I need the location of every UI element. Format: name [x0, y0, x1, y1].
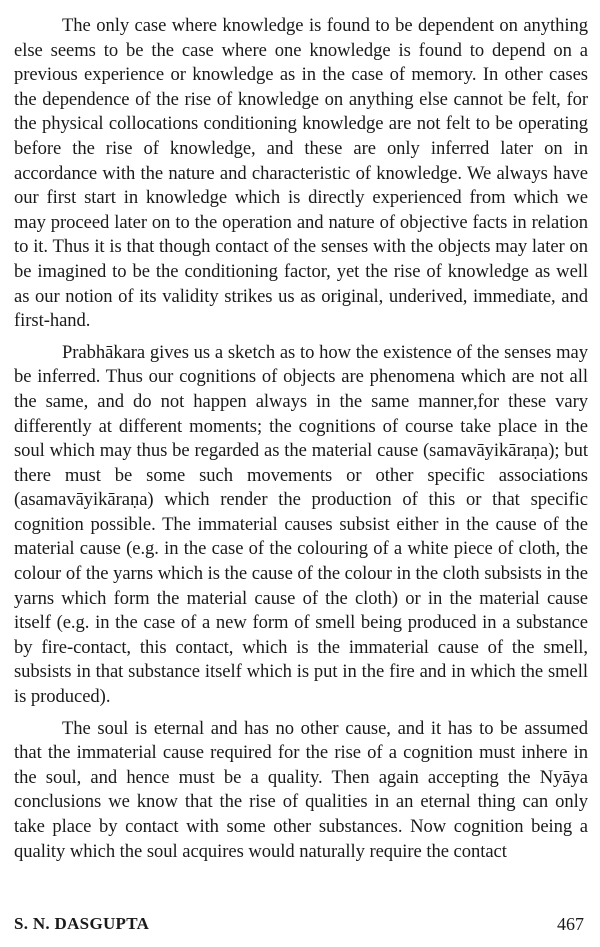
paragraph-knowledge-dependence: The only case where knowledge is found to be dependent on anything else seems to be the case where one knowledge is found to depend on a previous experience or knowledge as in the case of memory. In other cases the dependence of the rise of knowledge on anything else cannot be felt, for the physical collocations conditioning knowledge are not felt to be operating before the rise of knowledge, and these are only inferred later on in accordance with the nature and characteristic of knowledge. We always have our first start in knowledge which is directly experienced from which we may proceed later on to the operation and nature of objective facts in relation to it. Thus it is that though contact of the senses with the objects may later on be imagined to be the conditioning factor, yet the rise of knowledge as well as our notion of its validity strikes us as original, underived, immediate, and first-hand. [14, 15, 588, 332]
footer-author: S. N. DASGUPTA [14, 914, 150, 933]
page-number: 467 [557, 913, 584, 934]
paragraph-prabhakara-senses: Prabhākara gives us a sketch as to how the existence of the senses may be inferred. Thus our cognitions of objects are phenomena which are not all the same, and do not happen always in the same manner,for these vary differently at different moments; the cognitions of course take place in the soul which may thus be regarded as the material cause (samavāyikāraṇa); but there must be some such movements or other specific associations (asamavāyikāraṇa) which render the production of this or that specific cognition possible. The immaterial causes subsist either in the cause of the material cause (e.g. in the case of the colouring of a white piece of cloth, the colour of the yarns which is the cause of the colour in the cloth subsists in the yarns which form the material cause of the cloth) or in the material cause itself (e.g. in the case of a new form of smell being produced in a substance by fire-contact, this contact, which is the immaterial cause of the smell, subsists in that substance itself which is put in the fire and in which the smell is produced). [14, 341, 588, 708]
paragraph-soul-eternal: The soul is eternal and has no other cause, and it has to be assumed that the immaterial cause required for the rise of a cognition must inhere in the soul, and hence must be a quality. Then again accepting the Nyāya conclusions we know that the rise of qualities in an eternal thing can only take place by contact with some other substances. Now cognition being a quality which the soul acquires would naturally require the contact [14, 717, 588, 862]
body-text [14, 14, 588, 864]
page-footer [14, 912, 584, 936]
